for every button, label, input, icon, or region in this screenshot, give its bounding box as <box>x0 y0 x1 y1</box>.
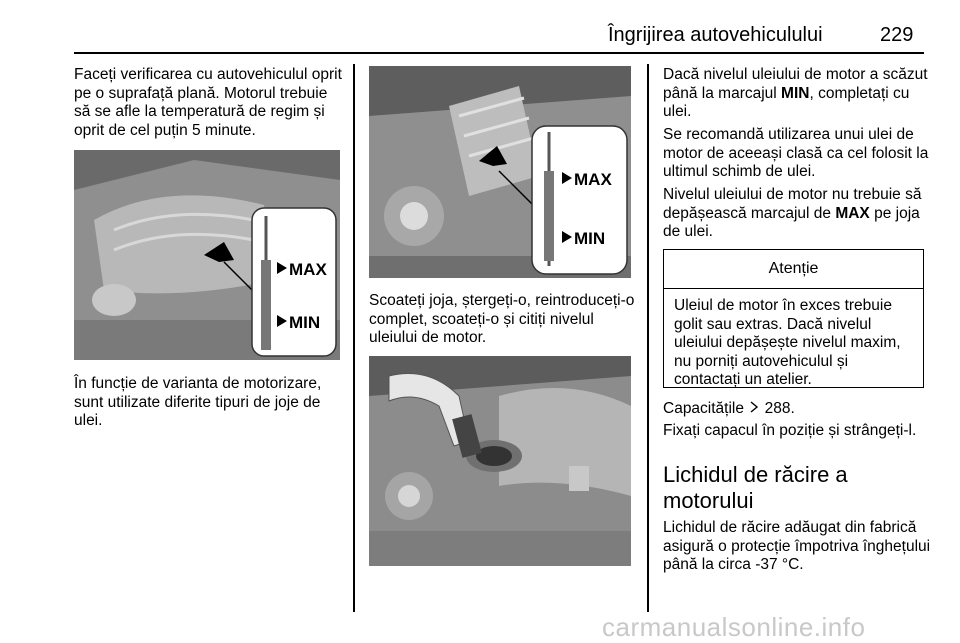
page-number: 229 <box>880 24 914 46</box>
page-reference-arrow-icon <box>748 400 760 419</box>
watermark: carmanualsonline.info <box>602 612 866 642</box>
coolant-section-heading: Lichidul de răcire a motorului <box>663 462 848 513</box>
page-header-title: Îngrijirea autovehiculului <box>608 24 823 46</box>
col1-paragraph-2: În funcție de varianta de motorizare, sunt utilizate diferite tipuri de joje de ulei. <box>74 375 322 430</box>
engine-oil-filler-figure <box>369 356 631 566</box>
capacity-reference: Capacitățile 288. <box>663 400 795 417</box>
col3-paragraph-5: Lichidul de răcire adăugat din fabrică asigură o protecție împotriva înghețului până la circa -37 °C. <box>663 519 931 574</box>
column-divider-left <box>353 64 355 612</box>
column-divider-right <box>647 64 649 612</box>
engine-dipstick-figure-1 <box>74 150 340 360</box>
figure1-min-label: MIN <box>289 313 321 332</box>
col3-paragraph-1: Dacă nivelul uleiului de motor a scăzut până la marcajul MIN, completați cu ulei. <box>663 66 928 121</box>
col2-paragraph-1: Scoateți joja, ștergeți-o, reintroduceți-o complet, scoateți-o și citiți nivelul uleiului de motor. <box>369 292 635 347</box>
callout-title: Atenție <box>664 250 923 289</box>
figure2-min-label: MIN <box>574 229 606 248</box>
callout-body: Uleiul de motor în exces trebuie golit sau extras. Dacă nivelul uleiului depășește nivelul maxim, nu porniți autovehiculul și contactați un atelier. <box>674 297 901 389</box>
figure2-max-label: MAX <box>574 170 612 189</box>
min-marker-text: MIN <box>781 84 810 102</box>
figure1-max-label: MAX <box>289 260 327 279</box>
col1-paragraph-1: Faceți verificarea cu autovehiculul oprit pe o suprafață plană. Motorul trebuie să se afle la temperatură de regim și oprit de cel puțin 5 minute. <box>74 66 342 139</box>
col3-paragraph-3: Nivelul uleiului de motor nu trebuie să depășească marcajul de MAX pe joja de ulei. <box>663 186 922 241</box>
capacity-page-ref[interactable]: 288. <box>764 400 795 417</box>
col3-paragraph-2: Se recomandă utilizarea unui ulei de motor de aceeași clasă ca cel folosit la ultimul schimb de ulei. <box>663 126 929 181</box>
header-rule <box>74 52 924 54</box>
col3-paragraph-4: Fixați capacul în poziție și strângeți-l. <box>663 422 917 439</box>
engine-dipstick-figure-2 <box>369 66 631 278</box>
warning-callout <box>663 249 924 388</box>
max-marker-text: MAX <box>835 204 870 222</box>
